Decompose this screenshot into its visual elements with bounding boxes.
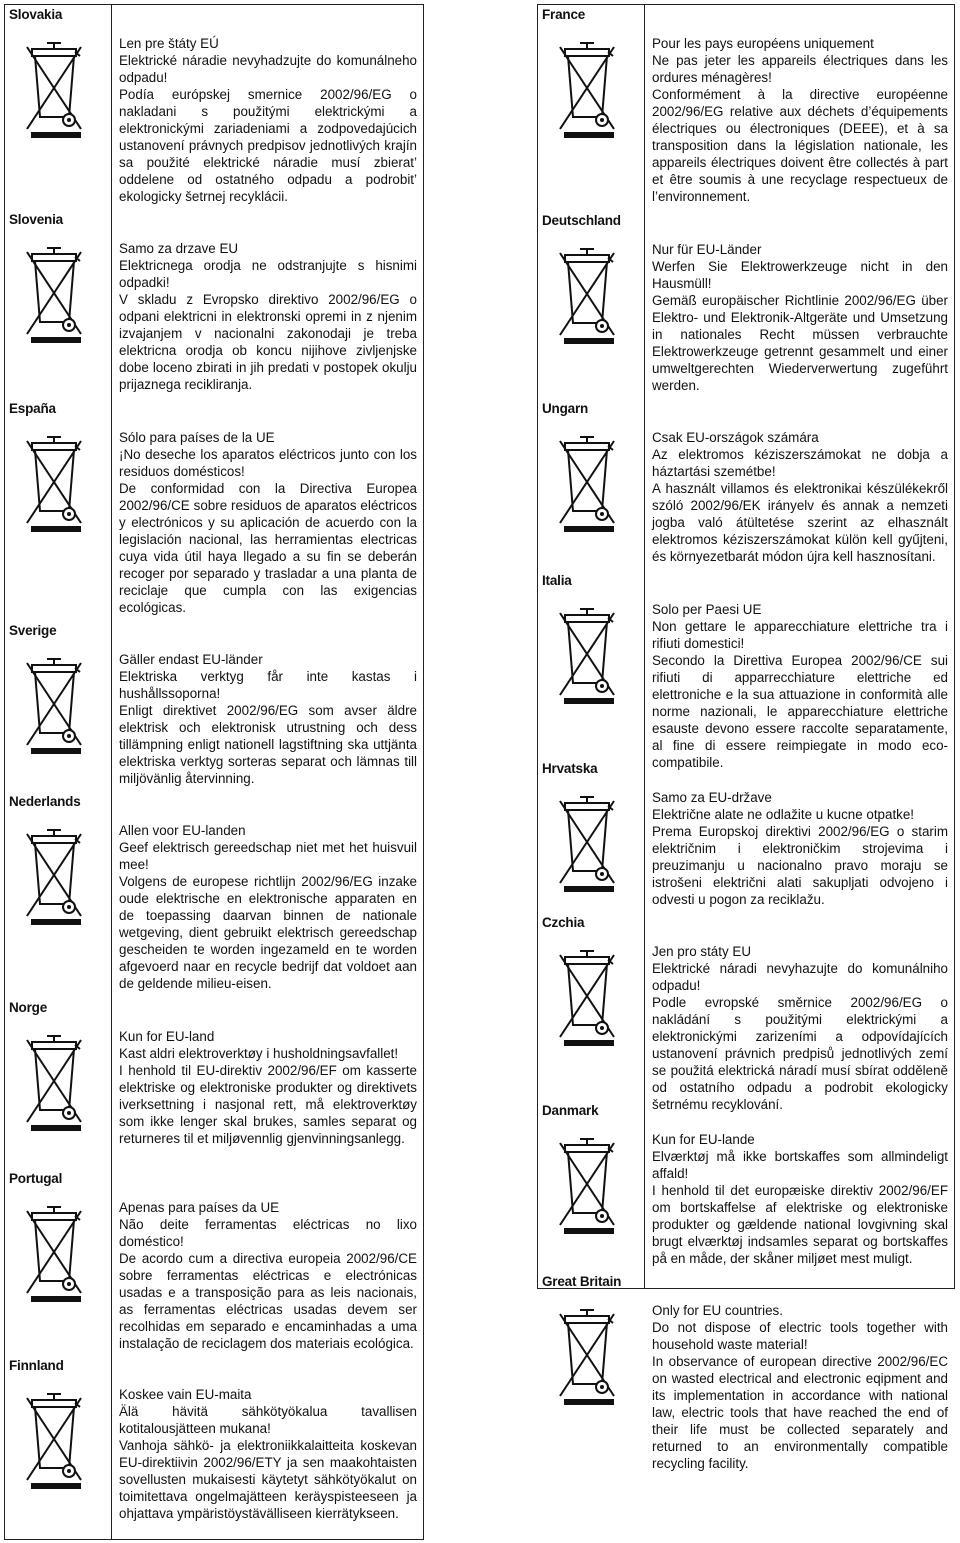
country-name: Great Britain [542, 1274, 622, 1289]
notice-warning: Werfen Sie Elektrowerkzeuge nicht in den Hausmüll! [652, 259, 948, 291]
country-block-portugal [5, 1169, 111, 1339]
disposal-notice-norge [119, 1028, 417, 1147]
notice-body: In observance of european directive 2002/96/EC on wasted electrical and electronic eqipment and its implementation in accordance with national law, electric tools that have reached the end of their life must be collected separately and returned to an environmentally compatible recycling facility. [652, 1354, 948, 1471]
notice-body: Conformément à la directive européenne 2002/96/EG relative aux déchets d’équipements électriques ou électroniques (DEEE), et à sa transposition dans la législation nationale, les appareils électriques doivent être collectés à part et être soumis à une recyclage respectueux de l’environnement. [652, 87, 948, 204]
country-block-france [538, 5, 644, 175]
notice-body: Podle evropské směrnice 2002/96/EG o nakládání s použitými elektrickými a elektronickými zarizeními a odpovídajících ustanovení právnich predpisů jednotlivých zemí se použitá elektrická náradí musí sbírat odděleně od ostatního odpadu a podrobit ekologicky šetrnému recyklování. [652, 995, 948, 1112]
country-block-nederlands [5, 792, 111, 962]
disposal-notice-espa-a [119, 429, 417, 616]
country-block-danmark [538, 1101, 644, 1271]
notice-body: De acordo cum a directiva europeia 2002/96/CE sobre ferramentas eléctricas e electrónicas usadas e a transposição para as leis nacionais, as ferramentas eléctricas usadas devem ser recolhidas em separado e encaminhadas a uma instalação de reciclagem dos materiais ecológica. [119, 1251, 417, 1351]
notice-warning: Älä hävitä sähkötyökalua tavallisen kotitalousjätteen mukana! [119, 1404, 417, 1436]
country-name: Ungarn [542, 401, 589, 416]
country-name: Finnland [9, 1358, 64, 1373]
crossed-out-wheelie-bin-icon [558, 947, 620, 1047]
country-block-czchia [538, 913, 644, 1083]
crossed-out-wheelie-bin-icon [558, 1135, 620, 1235]
crossed-out-wheelie-bin-icon [25, 244, 87, 344]
disposal-notice-italia [652, 601, 948, 771]
notice-warning: Kast aldri elektroverktøy i husholdningsavfallet! [119, 1046, 399, 1061]
notice-body: Prema Europskoj direktivi 2002/96/EG o starim električnim i elektroničkim strojevima i preuzimanju u nacionalno pravo moraju se istrošeni električni alati sakupljati odvojeno i odvesti u pogon za reciklažu. [652, 824, 948, 907]
crossed-out-wheelie-bin-icon [558, 433, 620, 533]
notice-warning: Elektricnega orodja ne odstranjujte s hisnimi odpadki! [119, 258, 417, 290]
left-column [4, 4, 424, 1540]
disposal-notice-france [652, 35, 948, 205]
notice-heading: Allen voor EU-landen [119, 823, 246, 838]
notice-body: I henhold til det europæiske direktiv 2002/96/EF om bortskaffelse af elektriske og elektroniske produkter og gældende national lovgivning skal brugt elværktøj indsamles separat og bortskaffes på en måde, der skåner miljøet mest muligt. [652, 1183, 948, 1266]
crossed-out-wheelie-bin-icon [25, 433, 87, 533]
notice-body: Enligt direktivet 2002/96/EG som avser äldre elektrisk och elektronisk utrustning och dess tillämpning enligt nationell lagstiftning ska uttjänta elektriska verktyg sorteras separat och lämnas till miljövänlig återvinning. [119, 703, 417, 786]
country-block-slovenia [5, 210, 111, 380]
country-block-hrvatska [538, 759, 644, 929]
disposal-notice-nederlands [119, 822, 417, 992]
country-block-great-britain [538, 1272, 644, 1442]
crossed-out-wheelie-bin-icon [25, 655, 87, 755]
notice-heading: Kun for EU-land [119, 1029, 215, 1044]
country-block-espa-a [5, 399, 111, 569]
country-name: Italia [542, 573, 572, 588]
disposal-notice-sverige [119, 651, 417, 787]
country-block-slovakia [5, 5, 111, 175]
notice-warning: Non gettare le apparecchiature elettriche tra i rifiuti domestici! [652, 619, 948, 651]
country-block-norge [5, 998, 111, 1168]
notice-body: Secondo la Direttiva Europea 2002/96/CE sui rifiuti di apparrecchiature elettriche ed elettroniche e la sua attuazione in conformità alle norme nazionali, le apparecchiature elettriche esauste devono essere raccolte separatamente, al fine di essere reimpiegate in modo eco-compatibile. [652, 653, 948, 770]
notice-heading: Gäller endast EU-länder [119, 652, 263, 667]
notice-heading: Only for EU countries. [652, 1303, 783, 1318]
country-name: Danmark [542, 1103, 599, 1118]
notice-heading: Samo za EU-države [652, 790, 772, 805]
notice-warning: Elværktøj må ikke bortskaffes som allmindeligt affald! [652, 1149, 948, 1181]
crossed-out-wheelie-bin-icon [558, 793, 620, 893]
crossed-out-wheelie-bin-icon [558, 1306, 620, 1406]
right-column-content [538, 5, 954, 1471]
right-column [537, 4, 955, 1471]
disposal-notice-danmark [652, 1131, 948, 1267]
country-name: Deutschland [542, 213, 621, 228]
country-block-italia [538, 571, 644, 741]
crossed-out-wheelie-bin-icon [558, 39, 620, 139]
notice-warning: Geef elektrisch gereedschap niet met het huisvuil mee! [119, 840, 417, 872]
country-block-sverige [5, 621, 111, 791]
notice-warning: Az elektromos kéziszerszámokat ne dobja a háztartási szemétbe! [652, 447, 948, 479]
notice-heading: Sólo para países de la UE [119, 430, 275, 445]
notice-heading: Jen pro státy EU [652, 944, 751, 959]
notice-warning: Električne alate ne odlažite u kucne otpatke! [652, 807, 915, 822]
notice-heading: Koskee vain EU-maita [119, 1387, 252, 1402]
left-column-content [5, 5, 423, 1539]
notice-warning: Elektriska verktyg får inte kastas i hushållssoporna! [119, 669, 417, 701]
notice-body: I henhold til EU-direktiv 2002/96/EF om kasserte elektriske og elektroniske produkter og direktivets iverksettning i nasjonal rett, må elektroverktøy som ikke lenger skal brukes, samles separat og returneres til et miljøvennlig gjenvinningsanlegg. [119, 1063, 417, 1146]
disposal-notice-portugal [119, 1199, 417, 1352]
notice-heading: Nur für EU-Länder [652, 242, 762, 257]
notice-body: Gemäß europäischer Richtlinie 2002/96/EG über Elektro- und Elektronik-Altgeräte und Umsetzung in nationales Recht müssen verbrauchte Elektrowerkzeuge getrennt gesammelt und einer umweltgerechten Wiederverwertung zugeführt werden. [652, 293, 948, 393]
crossed-out-wheelie-bin-icon [25, 1032, 87, 1132]
country-name: Slovenia [9, 212, 63, 227]
notice-heading: Csak EU-országok számára [652, 430, 819, 445]
crossed-out-wheelie-bin-icon [25, 1390, 87, 1490]
country-name: France [542, 7, 586, 22]
crossed-out-wheelie-bin-icon [25, 1203, 87, 1303]
notice-body: Vanhoja sähkö- ja elektroniikkalaitteita koskevan EU-direktiivin 2002/96/ETY ja sen maakohtaisten sovellusten mukaisesti käytetyt sähkötyökalut on toimitettava ongelmajätteen keräyspisteeseen ja ohjattava ympäristöystävälliseen kierrätykseen. [119, 1438, 417, 1521]
disposal-notice-ungarn [652, 429, 948, 565]
notice-heading: Apenas para países da UE [119, 1200, 280, 1215]
notice-body: V skladu z Evropsko direktivo 2002/96/EG o odpani elektricni in elektronski opremi in z njenim izvajanjem v nacionalni zakonodaji je treba elektricna orodja ob koncu nijihove zivljenjske dobe loceno zbirati in jih predati v postopek okulju prijaznega recikliranja. [119, 292, 417, 392]
notice-warning: Não deite ferramentas eléctricas no lixo doméstico! [119, 1217, 417, 1249]
notice-heading: Solo per Paesi UE [652, 602, 762, 617]
notice-warning: Do not dispose of electric tools together with household waste material! [652, 1320, 948, 1352]
disposal-notice-great-britain [652, 1302, 948, 1472]
notice-heading: Len pre štáty EÚ [119, 36, 219, 51]
notice-heading: Samo za drzave EU [119, 241, 239, 256]
country-name: Norge [9, 1000, 48, 1015]
country-name: Czchia [542, 915, 585, 930]
notice-heading: Kun for EU-lande [652, 1132, 755, 1147]
disposal-notice-slovakia [119, 35, 417, 205]
disposal-notice-deutschland [652, 241, 948, 394]
disposal-notice-hrvatska [652, 789, 948, 908]
crossed-out-wheelie-bin-icon [25, 826, 87, 926]
country-name: Sverige [9, 623, 57, 638]
country-block-deutschland [538, 211, 644, 381]
country-name: Nederlands [9, 794, 81, 809]
notice-body: De conformidad con la Directiva Europea 2002/96/CE sobre residuos de aparatos eléctricos y electrónicos y su aplicación de acuerdo con la legislación nacional, las herramientas electricas cuya vida útil haya llegado a su fin se deberán recoger por separado y trasladar a una planta de reciclaje que cumpla con las exigencias ecológicas. [119, 481, 417, 615]
notice-warning: Elektrické náradi nevyhazujte do komunálniho odpadu! [652, 961, 948, 993]
country-block-ungarn [538, 399, 644, 569]
country-name: Hrvatska [542, 761, 598, 776]
disposal-notice-slovenia [119, 240, 417, 393]
notice-warning: ¡No deseche los aparatos eléctricos junto con los residuos domésticos! [119, 447, 417, 479]
crossed-out-wheelie-bin-icon [25, 39, 87, 139]
country-block-finnland [5, 1356, 111, 1526]
country-name: Slovakia [9, 7, 63, 22]
disposal-notice-finnland [119, 1386, 417, 1522]
country-name: España [9, 401, 56, 416]
crossed-out-wheelie-bin-icon [558, 605, 620, 705]
country-name: Portugal [9, 1171, 63, 1186]
notice-body: Podía európskej smernice 2002/96/EG o nakladani s použitými elektrickými a elektronickými zariadeniami a zodpovedajúcich ustanovení právnych predpisov jednotlivých krajín sa použité elektrické náradie musí zbierat’ oddelene od ostatného odpadu a podrobit’ ekologicky šetrnej recyklácii. [119, 87, 417, 204]
notice-body: Volgens de europese richtlijn 2002/96/EG inzake oude elektrische en elektronische apparaten en de toepassing daarvan binnen de nationale wetgeving, dient gebruikt elektrisch gereedschap gescheiden te worden ingezameld en te worden afgevoerd naar en recycle bedrijf dat voldoet aan de geldende milieu-eisen. [119, 874, 417, 991]
notice-body: A használt villamos és elektronikai készülékekről szóló 2002/96/EK irányelv és annak a nemzeti jogba való átültetése szerint az elhasznált elektromos kéziszerszámokat külön kell gyűjteni, és környezetbarát módon újra kell hasznosítani. [652, 481, 948, 564]
notice-warning: Elektrické náradie nevyhadzujte do komunálneho odpadu! [119, 53, 417, 85]
crossed-out-wheelie-bin-icon [558, 245, 620, 345]
disposal-notice-czchia [652, 943, 948, 1113]
notice-warning: Ne pas jeter les appareils électriques dans les ordures ménagères! [652, 53, 948, 85]
notice-heading: Pour les pays européens uniquement [652, 36, 874, 51]
